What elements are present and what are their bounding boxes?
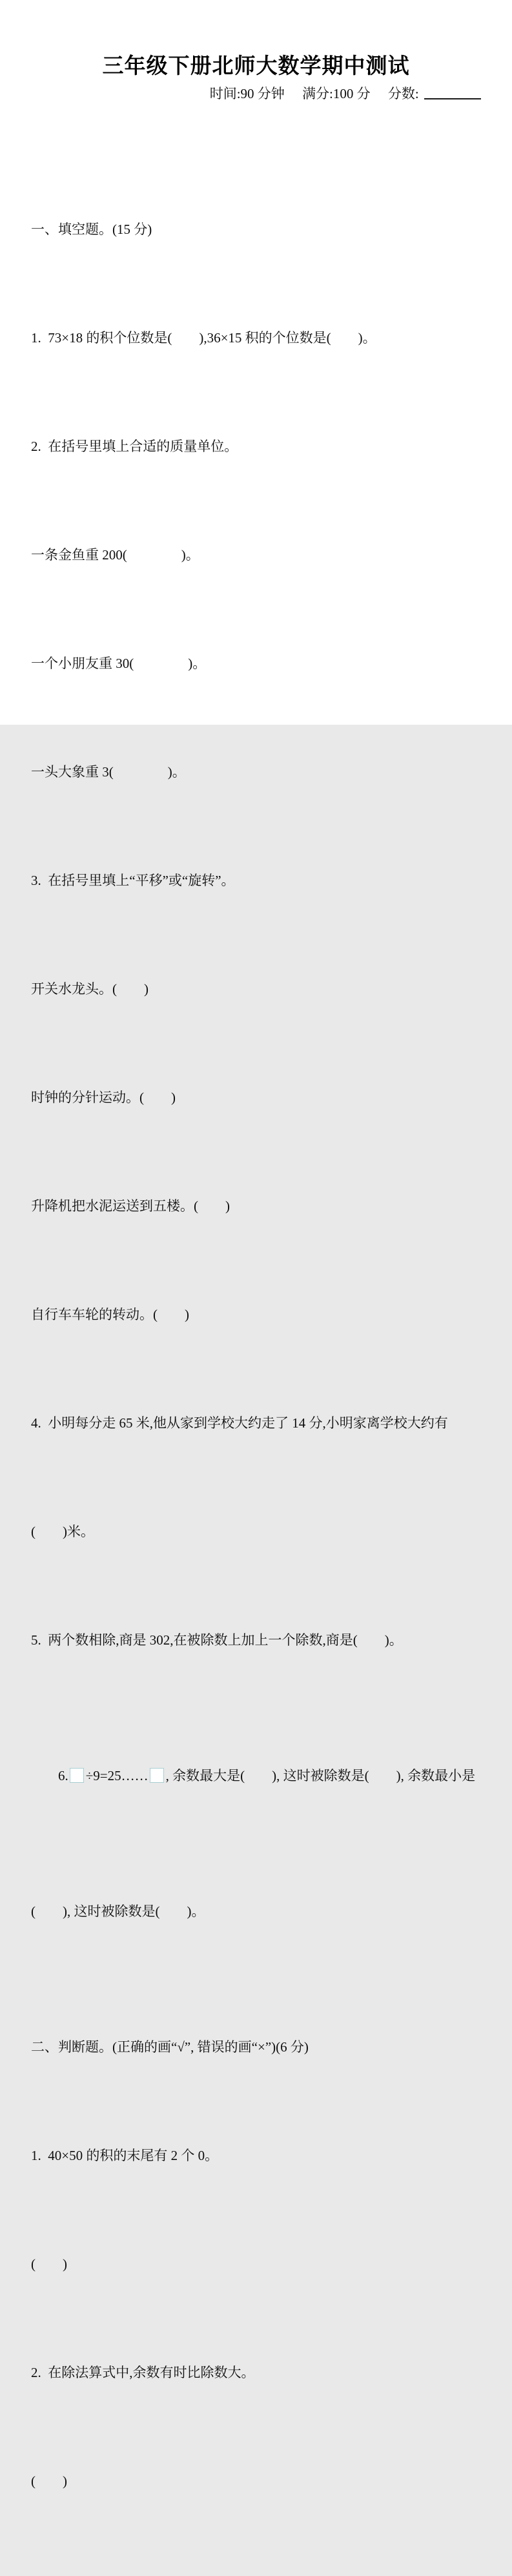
page-title: 三年级下册北师大数学期中测试: [102, 54, 410, 78]
fill-q2-elephant: 一头大象重 3( )。: [31, 764, 186, 780]
fill-q4-line1: 4. 小明每分走 65 米,他从家到学校大约走了 14 分,小明家离学校大约有: [31, 1415, 448, 1431]
exam-fullscore-label: 满分:100 分: [302, 86, 371, 101]
fill-q6-number: 6.: [58, 1768, 68, 1783]
fill-q6-line2: ( ), 这时被除数是( )。: [31, 1904, 205, 1919]
dividend-blank-box: [70, 1768, 84, 1783]
judge-q1-answer-blank: ( ): [31, 2256, 67, 2272]
judge-q2-answer-blank: ( ): [31, 2473, 67, 2489]
exam-score-label: 分数:: [387, 86, 419, 101]
remainder-blank-box: [150, 1768, 164, 1783]
question-body: [31, 107, 481, 2576]
fill-q2-child: 一个小朋友重 30( )。: [31, 656, 207, 671]
fill-q3-elevator: 升降机把水泥运送到五楼。( ): [31, 1198, 230, 1214]
section2-heading: 二、判断题。(正确的画“√”, 错误的画“×”)(6 分): [31, 2039, 309, 2055]
fill-q3: 3. 在括号里填上“平移”或“旋转”。: [31, 873, 235, 888]
fill-q3-bicycle: 自行车车轮的转动。( ): [31, 1307, 189, 1322]
fill-q2-goldfish: 一条金鱼重 200( )。: [31, 547, 200, 563]
exam-info-line: [31, 84, 481, 103]
fill-q3-faucet: 开关水龙头。( ): [31, 981, 148, 997]
fill-q6-equation: ÷9=25……: [85, 1768, 148, 1783]
exam-time-label: 时间:90 分钟: [209, 86, 285, 101]
judge-q1: 1. 40×50 的积的末尾有 2 个 0。: [31, 2148, 219, 2163]
fill-q1: 1. 73×18 的积个位数是( ),36×15 积的个位数是( )。: [31, 330, 376, 346]
page-content: [31, 0, 481, 2576]
fill-q3-clock: 时钟的分针运动。( ): [31, 1090, 176, 1105]
fill-q6-line1: [31, 1735, 481, 1816]
judge-q2: 2. 在除法算式中,余数有时比除数大。: [31, 2365, 255, 2380]
score-blank-line: [424, 86, 481, 99]
fill-q4-line2: ( )米。: [31, 1524, 94, 1539]
fill-q2: 2. 在括号里填上合适的质量单位。: [31, 439, 238, 454]
section1-heading: 一、填空题。(15 分): [31, 222, 152, 237]
fill-q6-rest: , 余数最大是( ), 这时被除数是( ), 余数最小是: [165, 1768, 476, 1783]
fill-q5: 5. 两个数相除,商是 302,在被除数上加上一个除数,商是( )。: [31, 1632, 403, 1648]
